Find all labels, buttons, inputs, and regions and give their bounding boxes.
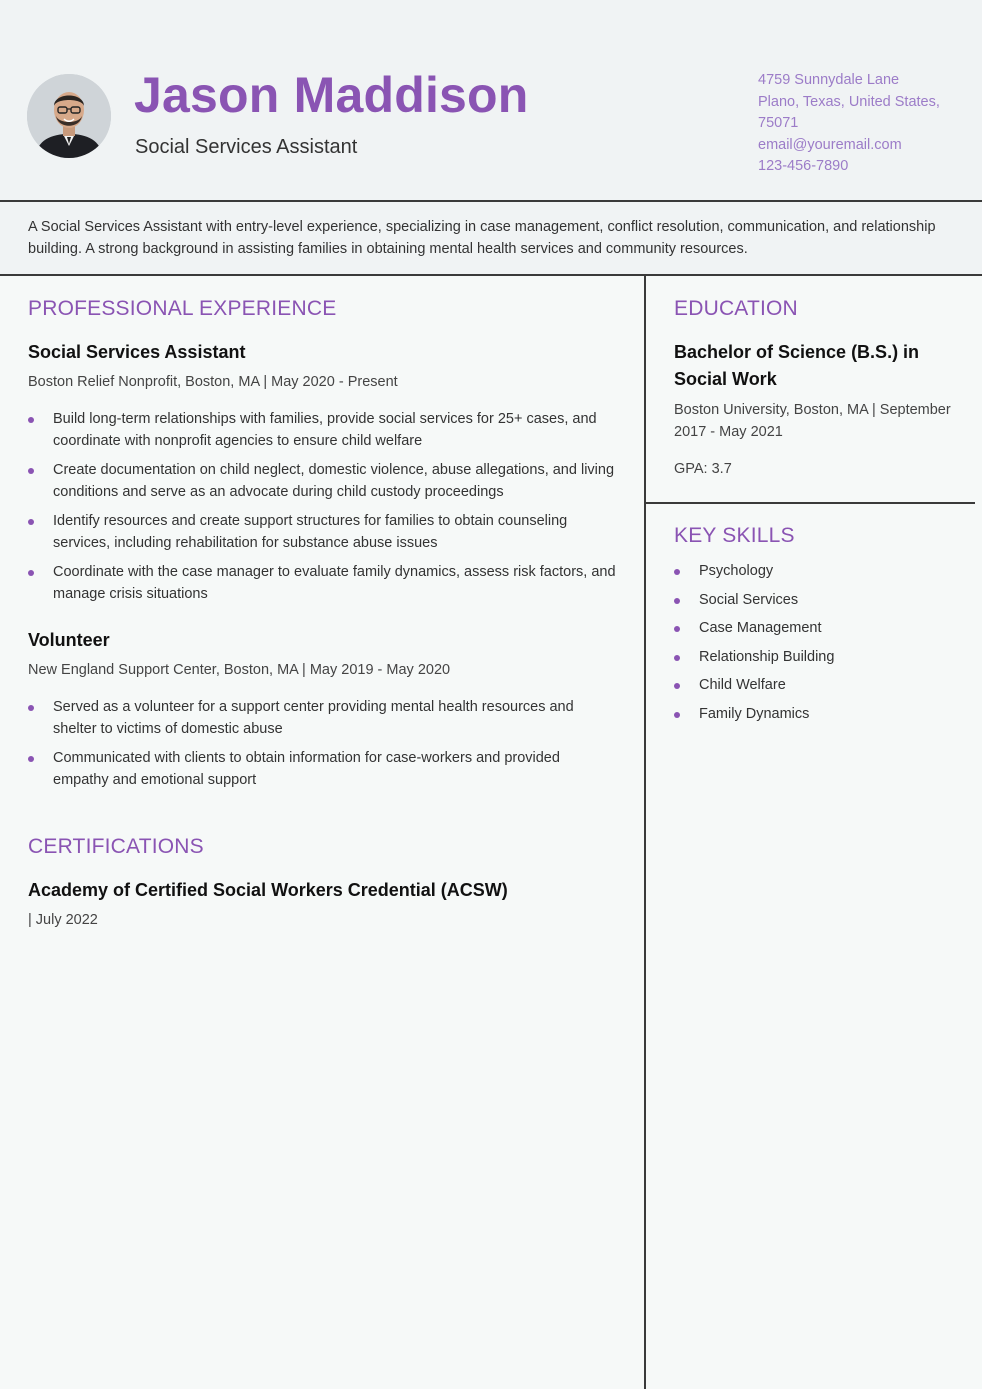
person-portrait-icon bbox=[27, 74, 111, 158]
bullet-dot bbox=[674, 569, 680, 575]
education-meta: Boston University, Boston, MA | September 2017 - May 2021 bbox=[674, 402, 951, 440]
job-bullets bbox=[28, 697, 618, 799]
job-meta: Boston Relief Nonprofit, Boston, MA | May 2020 - Present bbox=[28, 374, 398, 390]
address-line-3: 75071 bbox=[758, 115, 799, 131]
bullet-text: Coordinate with the case manager to evaluate family dynamics, assess risk factors, and manage crisis situations bbox=[53, 564, 616, 602]
certifications-heading: CERTIFICATIONS bbox=[28, 835, 204, 858]
bullet-text: Identify resources and create support structures for families to obtain counseling services, including rehabilitation for substance abuse issues bbox=[53, 513, 568, 551]
experience-heading: PROFESSIONAL EXPERIENCE bbox=[28, 297, 337, 320]
skill-text: Relationship Building bbox=[699, 648, 835, 665]
bullet-text: Create documentation on child neglect, domestic violence, abuse allegations, and living conditions and serve as an advocate during child custody proceedings bbox=[53, 462, 615, 500]
list-item bbox=[28, 511, 618, 554]
resume-header bbox=[0, 0, 982, 202]
skill-text: Social Services bbox=[699, 591, 799, 608]
bullet-dot bbox=[674, 712, 680, 718]
list-item bbox=[28, 748, 618, 791]
list-item bbox=[28, 409, 618, 452]
list-item bbox=[674, 618, 964, 640]
job-role: Volunteer bbox=[28, 630, 110, 650]
education-heading: EDUCATION bbox=[674, 297, 798, 320]
list-item bbox=[674, 561, 964, 583]
candidate-title: Social Services Assistant bbox=[135, 136, 358, 158]
summary-text: A Social Services Assistant with entry-level experience, specializing in case management, conflict resolution, communication, and relationship building. A strong background in assisting families in obtaining mental health services and community resources. bbox=[28, 219, 936, 257]
summary-section bbox=[0, 202, 982, 276]
certification-name: Academy of Certified Social Workers Credential (ACSW) bbox=[28, 880, 508, 900]
list-item bbox=[674, 590, 964, 612]
skill-text: Family Dynamics bbox=[699, 705, 810, 722]
profile-photo bbox=[27, 74, 111, 158]
bullet-dot bbox=[674, 655, 680, 661]
phone-number: 123-456-7890 bbox=[758, 158, 849, 174]
degree-name: Bachelor of Science (B.S.) in Social Work bbox=[674, 342, 920, 389]
list-item bbox=[28, 460, 618, 503]
skill-text: Case Management bbox=[699, 620, 822, 636]
skills-heading: KEY SKILLS bbox=[674, 524, 795, 547]
bullet-dot bbox=[674, 683, 680, 689]
contact-block bbox=[758, 70, 968, 178]
address-line-2: Plano, Texas, United States, bbox=[758, 93, 940, 110]
skills-list bbox=[674, 561, 964, 732]
job-meta: New England Support Center, Boston, MA | May 2019 - May 2020 bbox=[28, 662, 451, 678]
list-item bbox=[674, 704, 964, 726]
bullet-text: Served as a volunteer for a support center providing mental health resources and shelter to victims of domestic abuse bbox=[53, 699, 574, 737]
bullet-text: Build long-term relationships with families, provide social services for 25+ cases, and coordinate with nonprofit agencies to ensure child welfare bbox=[53, 411, 597, 449]
bullet-text: Communicated with clients to obtain information for case-workers and provided empathy and emotional support bbox=[53, 750, 560, 788]
address-line-1: 4759 Sunnydale Lane bbox=[758, 72, 900, 88]
bullet-dot bbox=[28, 705, 34, 711]
email-link[interactable]: email@youremail.com bbox=[758, 136, 902, 153]
gpa-value: GPA: 3.7 bbox=[674, 461, 732, 477]
bullet-dot bbox=[28, 519, 34, 525]
right-section-divider bbox=[646, 502, 975, 504]
certification-meta: | July 2022 bbox=[28, 912, 98, 928]
bullet-dot bbox=[28, 570, 34, 576]
job-role: Social Services Assistant bbox=[28, 342, 246, 362]
skill-text: Child Welfare bbox=[699, 677, 786, 693]
bullet-dot bbox=[28, 468, 34, 474]
list-item bbox=[674, 647, 964, 669]
bullet-dot bbox=[674, 598, 680, 604]
bullet-dot bbox=[28, 417, 34, 423]
skill-text: Psychology bbox=[699, 563, 774, 579]
job-bullets bbox=[28, 409, 618, 613]
list-item bbox=[28, 562, 618, 605]
list-item bbox=[674, 675, 964, 697]
bullet-dot bbox=[674, 626, 680, 632]
candidate-name: Jason Maddison bbox=[134, 67, 529, 123]
column-divider bbox=[644, 276, 646, 1389]
bullet-dot bbox=[28, 756, 34, 762]
list-item bbox=[28, 697, 618, 740]
